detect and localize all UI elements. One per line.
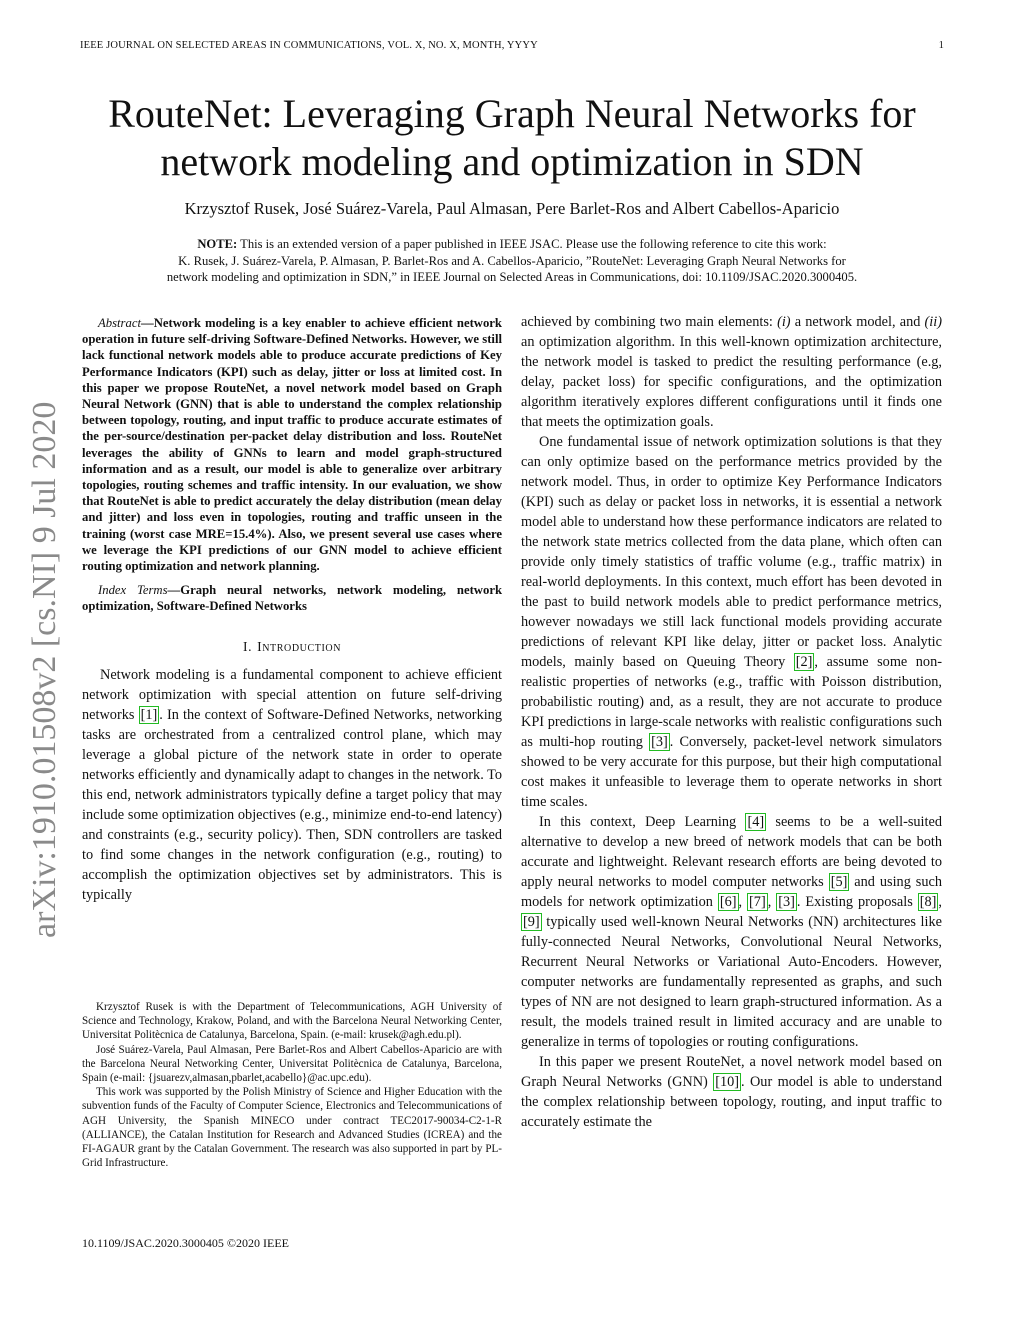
p3-separator-2: , — [767, 894, 777, 910]
right-paragraph-4 — [521, 1052, 942, 1132]
title-line-1: RouteNet: Leveraging Graph Neural Networks for — [108, 91, 916, 136]
p3-text-e: typically used well-known Neural Networks (NN) architectures like fully-connected Neural Networks, Convolutional Neural Networks, Recurrent Neural Networks or Variational Auto-Encoders. However, computer networks are fundamentally represented as graphs, and such types of NN are not designed to learn graph-structured information. As a result, the models trained result in limited accuracy and are unable to generalize in terms of topologies or routing configurations. — [521, 914, 942, 1050]
note-line-1: This is an extended version of a paper published in IEEE JSAC. Please use the following reference to cite this work: — [240, 237, 827, 251]
index-terms-label: Index Terms — [98, 583, 168, 598]
running-header — [80, 40, 944, 56]
paper-title — [60, 90, 964, 186]
footnote-3: This work was supported by the Polish Ministry of Science and Higher Education with the subvention funds of the Faculty of Computer Science, Electronics and Telecommunications of AGH University, the Spanish MINECO under contract TEC2017-90034-C2-1-R (ALLIANCE), the Catalan Institution for Research and Advanced Studies (ICREA) and the FI-AGAUR grant by the Catalan Government. The research was also supported in part by PL-Grid Infrastructure. — [82, 1086, 502, 1170]
citation-link-4[interactable]: [4] — [747, 814, 765, 830]
section-number: I. — [242, 638, 253, 654]
p3-text-b: seems to be a well-suited alternative to develop a new breed of network models that can be both accurate and lightweight. Relevant research efforts are being devoted to apply neural networks to model computer networks — [521, 814, 942, 890]
citation-link-1[interactable]: [1] — [140, 706, 158, 723]
journal-name: IEEE JOURNAL ON SELECTED AREAS IN COMMUNICATIONS, VOL. X, NO. X, MONTH, YYYY — [80, 40, 538, 51]
p1-item-ii: (ii) — [924, 314, 942, 330]
p2-text-c: . Conversely, packet-level network simulators showed to be very accurate for this purpose, but their high computational cost makes it unfeasible to leverage them to operate networks in short time scales. — [521, 734, 942, 810]
author-list: Krzysztof Rusek, José Suárez-Varela, Paul Almasan, Pere Barlet-Ros and Albert Cabellos-Aparicio — [184, 199, 840, 218]
citation-link-7[interactable]: [7] — [749, 894, 766, 910]
right-paragraph-2 — [521, 432, 942, 812]
section-heading-introduction — [82, 637, 502, 657]
citation-link-8[interactable]: [8] — [919, 894, 937, 910]
footnote-1: Krzysztof Rusek is with the Department of Telecommunications, AGH University of Science and Technology, Krakow, Poland, and with the Barcelona Neural Networking Center, Universitat Politècnica de Catalunya, Barcelona, Spain. (e-mail: krusek@agh.edu.pl). — [82, 1001, 502, 1042]
citation-note — [80, 236, 944, 286]
p4-text-a: In this paper we present RouteNet, a novel network model based on Graph Neural Networks (GNN) — [521, 1054, 942, 1090]
title-line-2: network modeling and optimization in SDN — [160, 139, 864, 184]
index-terms-text: —Graph neural networks, network modeling, network optimization, Software-Defined Networks — [82, 583, 503, 614]
citation-link-3[interactable]: [3] — [651, 734, 668, 750]
note-line-2: K. Rusek, J. Suárez-Varela, P. Almasan, P. Barlet-Ros and A. Cabellos-Aparicio, ”RouteNet: Leveraging Graph Neural Networks for — [178, 253, 846, 268]
right-paragraph-1 — [521, 312, 942, 432]
section-title: Introduction — [257, 638, 342, 654]
p3-separator-3: , — [938, 894, 942, 910]
page-number: 1 — [938, 40, 944, 51]
p3-separator-1: , — [738, 894, 748, 910]
right-paragraph-3 — [521, 812, 942, 1052]
intro-text-b: . In the context of Software-Defined Networks, networking tasks are orchestrated from a centralized control plane, which may leverage a global picture of the network state in order to operate networks efficiently and dynamically adapt to changes in the network. To this end, network administrators typically define a target policy that may include some optimization objectives (e.g., minimize end-to-end latency) and constraints (e.g., security policy). Then, SDN controllers are tasked to find some changes in the network configuration (e.g., routing) to accomplish the optimization objectives set by administrators. This is typically — [82, 706, 502, 903]
citation-link-2[interactable]: [2] — [795, 654, 813, 670]
p1-text-b: a network model, and — [790, 314, 925, 330]
p1-item-i: (i) — [777, 314, 791, 330]
note-label: NOTE: — [197, 237, 238, 251]
p3-text-d: . Existing proposals — [796, 894, 918, 910]
p3-text-a: In this context, Deep Learning — [539, 814, 746, 830]
right-column — [521, 312, 942, 1132]
abstract-label: Abstract — [98, 316, 141, 330]
citation-link-3b[interactable]: [3] — [778, 894, 795, 910]
citation-link-9[interactable]: [9] — [523, 914, 540, 930]
p3-text-c: and using such models for network optimization — [521, 874, 942, 910]
footnotes — [82, 1000, 502, 1170]
footnote-2: José Suárez-Varela, Paul Almasan, Pere Barlet-Ros and Albert Cabellos-Aparicio are with the Barcelona Neural Networking Center, Universitat Politècnica de Catalunya, Barcelona, Spain (e-mail: {jsuarezv,almasan,pbarlet,acabello}@ac.upc.edu). — [82, 1043, 502, 1085]
p1-text-a: achieved by combining two main elements: — [521, 314, 778, 330]
abstract-text: —Network modeling is a key enabler to achieve efficient network operation in future self-driving Software-Defined Networks. However, we still lack functional network models able to produce accurate predictions of Key Performance Indicators (KPI) such as delay, jitter or loss at limited cost. In this paper we propose RouteNet, a novel network model based on Graph Neural Network (GNN) that is able to understand the complex relationship between topology, routing, and input traffic to produce accurate estimates of the per-source/destination per-packet delay distribution and loss. RouteNet leverages the ability of GNNs to learn and model graph-structured information and as a result, our model is able to generalize over arbitrary topologies, routing schemes and traffic intensity. In our evaluation, we show that RouteNet is able to predict accurately the delay distribution (mean delay and jitter) and loss even in topologies, routing and traffic unseen in the training (worst case MRE=15.4%). Also, we present several use cases where we leverage the KPI predictions of our GNN model to achieve efficient routing optimization and network planning. — [82, 316, 502, 574]
arxiv-stamp: arXiv:1910.01508v2 [cs.NI] 9 Jul 2020 — [26, 401, 63, 939]
citation-link-10[interactable]: [10] — [715, 1074, 740, 1090]
doi-copyright: 10.1109/JSAC.2020.3000405 ©2020 IEEE — [82, 1236, 290, 1250]
note-line-3: network modeling and optimization in SDN,” in IEEE Journal on Selected Areas in Communications, doi: 10.1109/JSAC.2020.3000405. — [166, 270, 858, 284]
p1-text-c: an optimization algorithm. In this well-known optimization architecture, the network model is tasked to predict the resulting performance (e.g, delay, packet loss) for specific configurations, and the optimization algorithm iteratively explores different configurations until it finds one that meets the optimization goals. — [521, 334, 942, 430]
index-terms — [82, 582, 502, 614]
abstract — [82, 315, 502, 574]
citation-link-5[interactable]: [5] — [830, 874, 848, 890]
p2-text-b: , assume some non-realistic properties of networks (e.g., traffic with Poisson distribution, probabilistic routing) and, as a result, they are not accurate to produce KPI predictions in large-scale networks with realistic configurations such as multi-hop routing — [521, 654, 942, 750]
intro-paragraph-1 — [82, 665, 502, 905]
citation-link-6[interactable]: [6] — [719, 894, 737, 910]
p4-text-b: . Our model is able to understand the complex relationship between topology, routing, and input traffic to accurately estimate the — [521, 1074, 942, 1130]
intro-text-a: Network modeling is a fundamental component to achieve efficient network optimization with special attention on future self-driving networks — [82, 666, 502, 723]
p2-text-a: One fundamental issue of network optimization solutions is that they can only optimize based on the performance metrics provided by the network model. Thus, in order to optimize Key Performance Indicators (KPI) such as delay or packet loss in networks, it is essential a network model able to understand how these performance indicators are related to the network state metrics collected from the data plane, which often can provide only timely statistics of traffic volume (e.g., traffic matrix) in real-world deployments. In this context, much effort has been devoted in the past to build network models able to predict performance metrics, however nowadays we still lack functional models providing accurate predictions of relevant KPI like delay, jitter or packet loss. Analytic models, mainly based on Queuing Theory — [521, 434, 942, 670]
left-column — [82, 315, 502, 905]
